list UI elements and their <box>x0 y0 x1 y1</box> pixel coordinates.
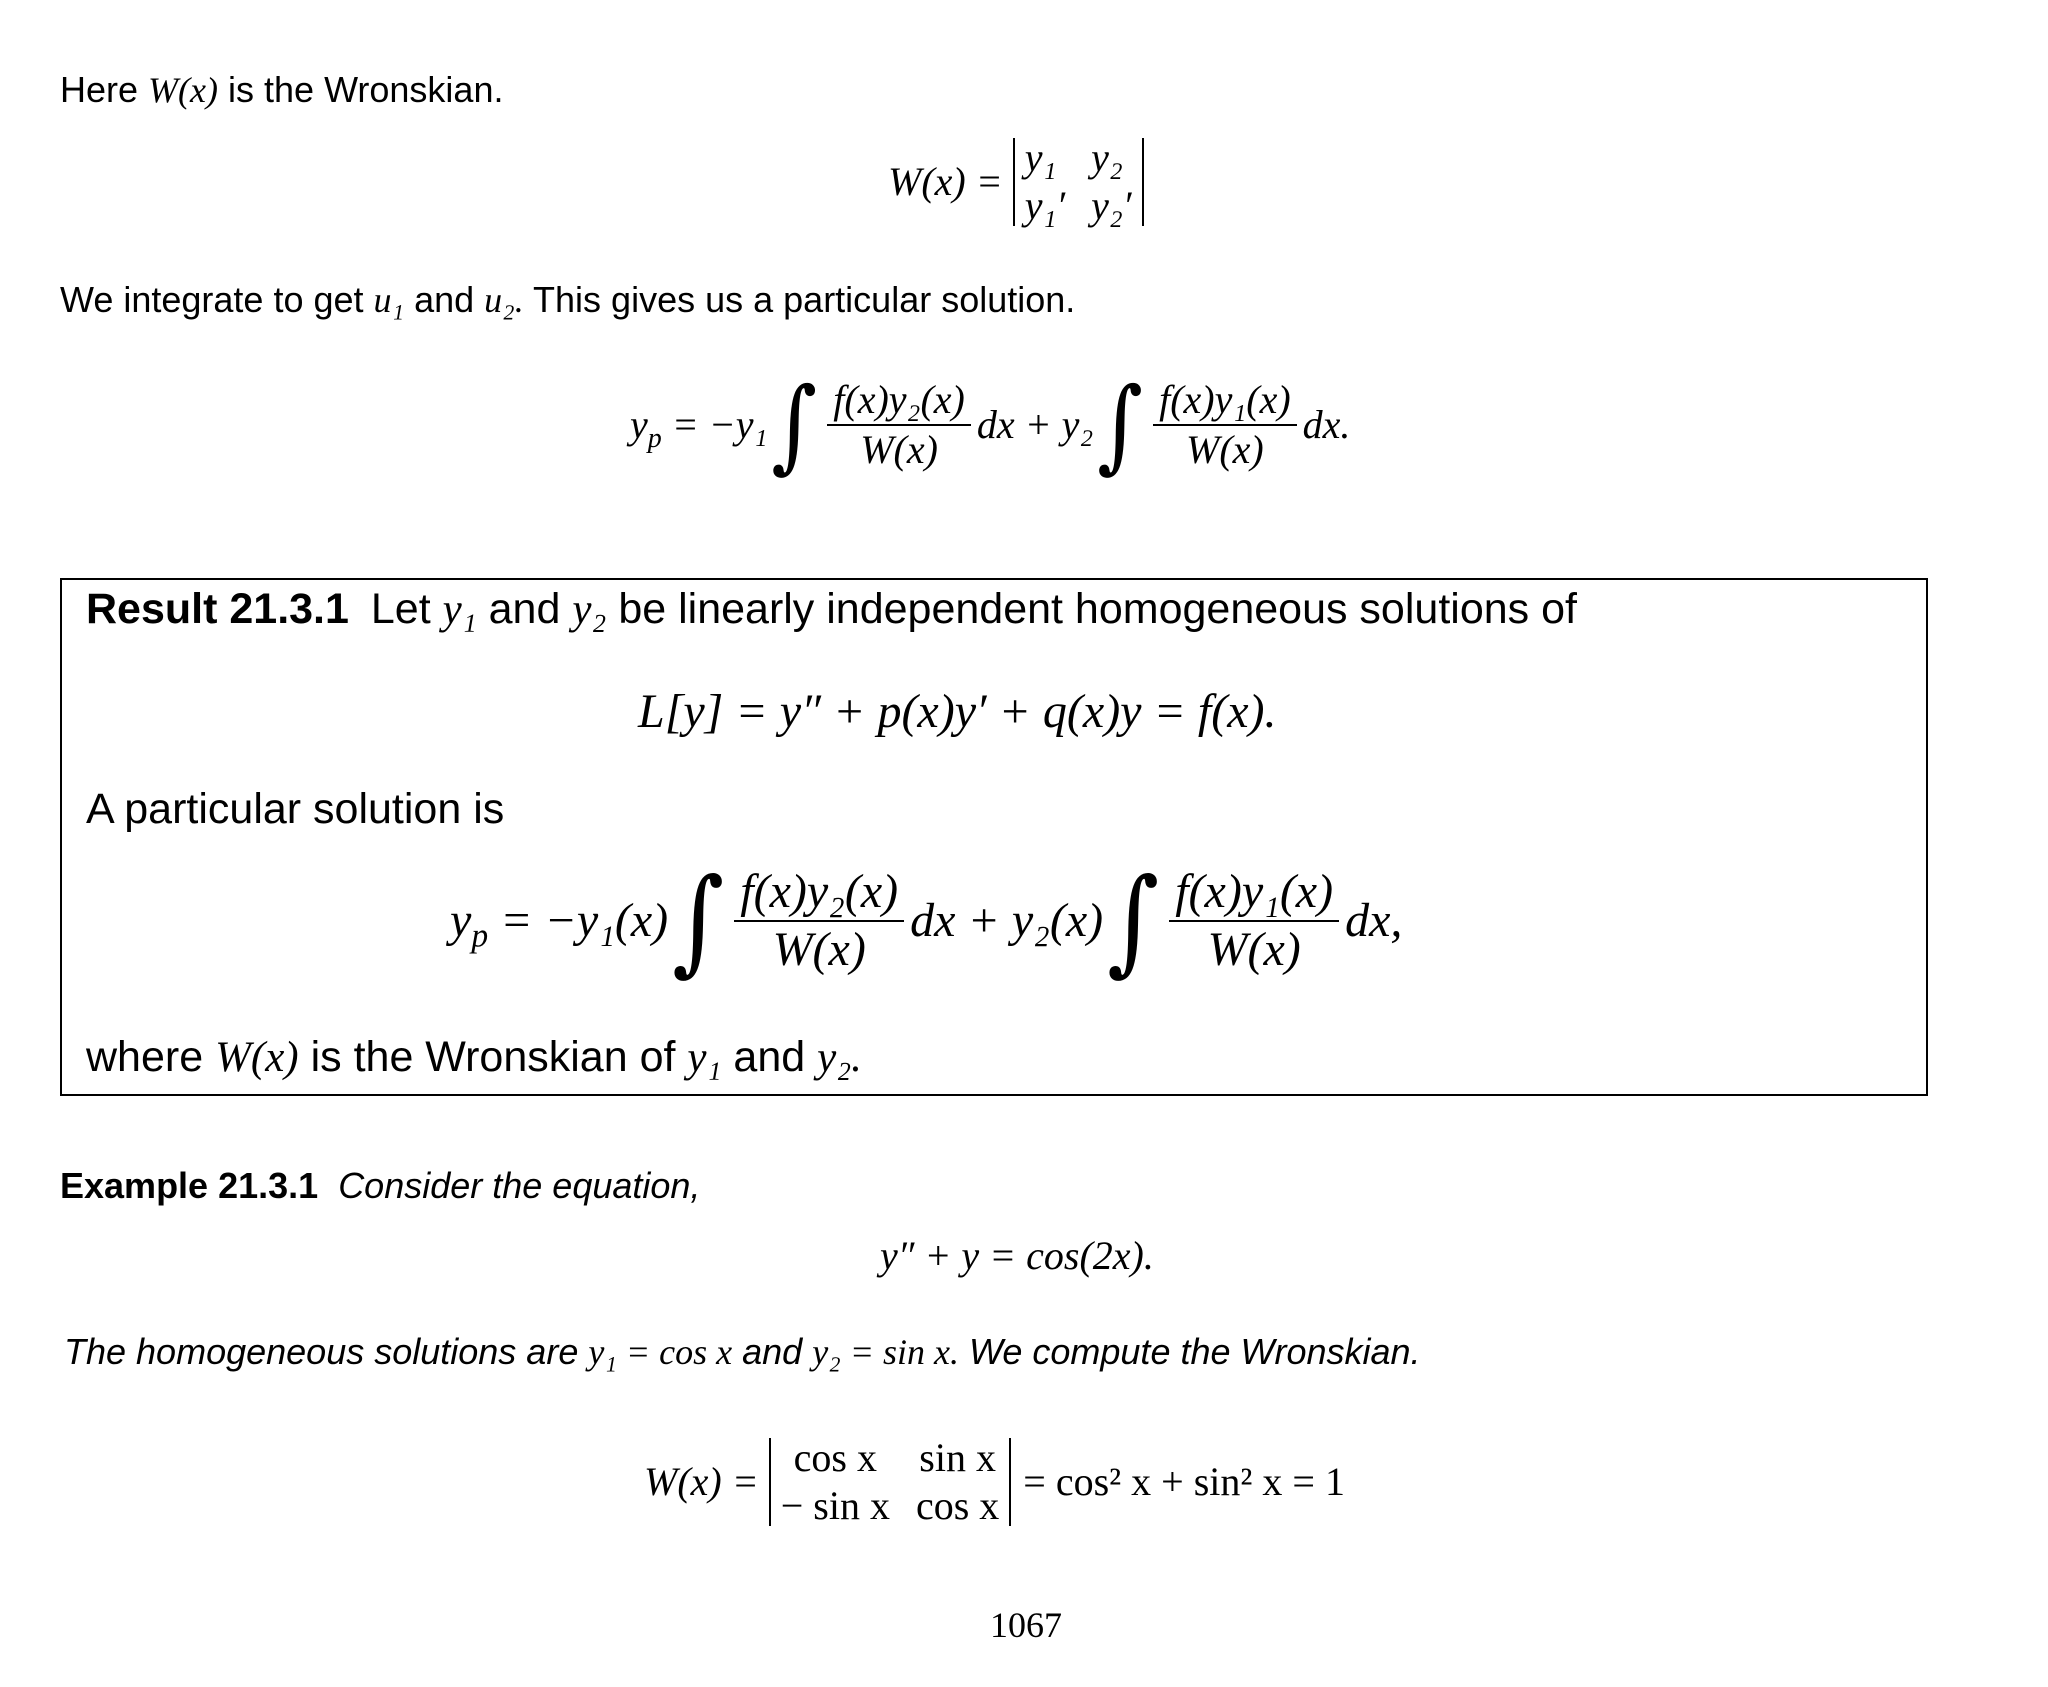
example-wronskian-matrix: cos x sin x − sin x cos x <box>769 1438 1012 1526</box>
example-wronskian: W(x) = cos x sin x − sin x cos x = cos² x + sin² x = 1 <box>644 1435 1345 1528</box>
intro-line-2: We integrate to get u₁ and u₂. This gives us a particular solution. <box>60 279 1076 320</box>
integral-sign: ∫ <box>771 365 818 484</box>
fraction: $\frac{\text{f(x)y₁(x)}}{W(x)}$ <box>1169 868 1339 974</box>
integral-sign: ∫ <box>672 853 725 988</box>
result-where-line: where W(x) is the Wronskian of y₁ and y₂. <box>86 1033 862 1081</box>
fraction: $\frac{\text{f(x)y₂(x)}}{W(x)}$ <box>827 380 971 470</box>
result-ode: L[y] = y″ + p(x)y′ + q(x)y = f(x). <box>638 685 1277 738</box>
result-particular-label: A particular solution is <box>86 785 505 833</box>
example-heading: Example 21.3.1 Consider the equation, <box>60 1165 701 1206</box>
result-box <box>60 578 1928 1096</box>
page-number: 1067 <box>990 1605 1062 1645</box>
wronskian-definition: W(x) = y₁ y₂ y₁′ y₂′ <box>888 138 1144 226</box>
fraction: $\frac{\text{f(x)y₂(x)}}{W(x)}$ <box>734 868 904 974</box>
intro-line-1: Here W(x) is the Wronskian. <box>60 69 504 110</box>
example-label: Example 21.3.1 <box>60 1165 319 1206</box>
result-statement: Result 21.3.1 Let y₁ and y₂ be linearly independent homogeneous solutions of <box>86 585 1577 633</box>
integral-sign: ∫ <box>1097 365 1144 484</box>
wronskian-matrix: y₁ y₂ y₁′ y₂′ <box>1013 138 1144 226</box>
example-equation: y″ + y = cos(2x). <box>880 1233 1154 1278</box>
particular-solution-formula: $y_p$ = −y₁ ∫ $\frac{\text{f(x)y₂(x)}}{W(x)}$ dx + y₂ ∫ $\frac{\text{f(x)y₁(x)}}{W(x)}$ dx. <box>630 365 1351 484</box>
example-homogeneous-line: The homogeneous solutions are y₁ = cos x and y₂ = sin x. We compute the Wronskian. <box>64 1331 1421 1372</box>
integral-sign: ∫ <box>1107 853 1160 988</box>
result-particular-formula: $y_p$ = −y₁(x) ∫ $\frac{\text{f(x)y₂(x)}}{W(x)}$ dx + y₂(x) ∫ $\frac{\text{f(x)y₁(x)}}{W(x)}$ dx, <box>450 853 1403 988</box>
result-label: Result 21.3.1 <box>86 585 349 633</box>
fraction: $\frac{\text{f(x)y₁(x)}}{W(x)}$ <box>1153 380 1297 470</box>
